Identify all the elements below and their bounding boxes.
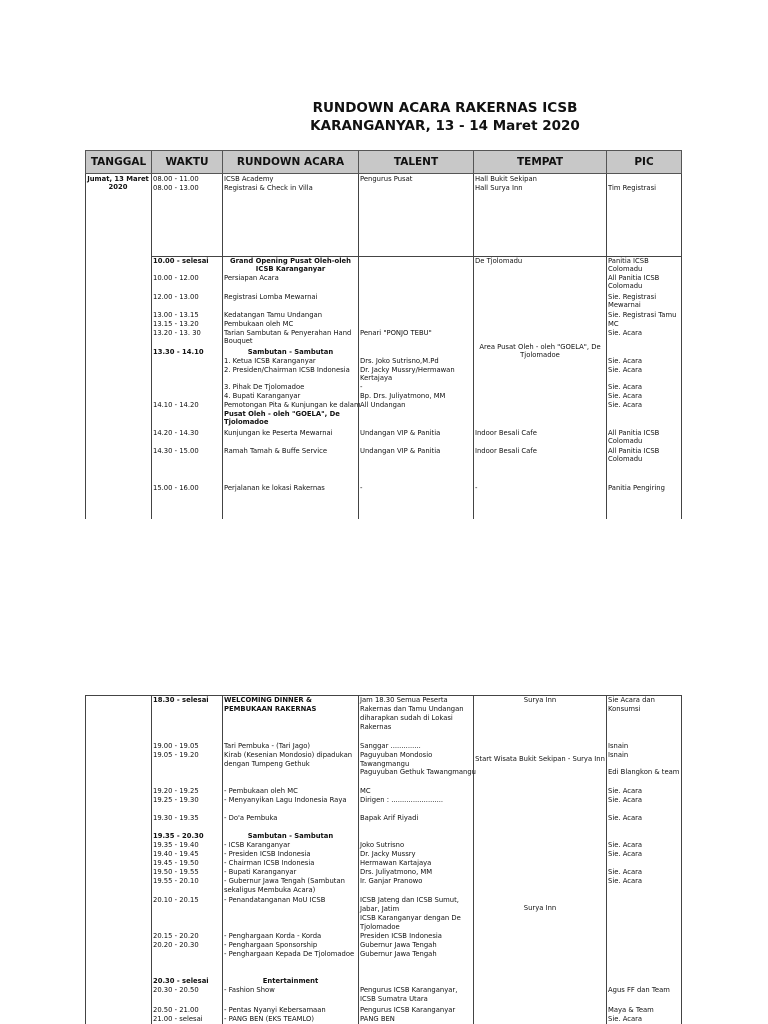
talent-cell: Bapak Arif Riyadi <box>360 814 419 822</box>
talent-cell: Rakernas dan Tamu Undangan <box>360 705 464 713</box>
time-cell: 20.50 - 21.00 <box>153 1006 199 1014</box>
time-cell: 10.00 - 12.00 <box>153 274 199 282</box>
talent-cell: Undangan VIP & Panitia <box>360 447 441 455</box>
pic-cell: All Panitia ICSB Colomadu <box>608 429 660 446</box>
time-cell: 19.30 - 19.35 <box>153 814 199 822</box>
event-cell: Registrasi Lomba Mewarnai <box>224 293 318 301</box>
event-cell: Sambutan - Sambutan <box>247 348 334 356</box>
header-waktu: WAKTU <box>152 151 223 173</box>
time-cell: 13.00 - 13.15 <box>153 311 199 319</box>
talent-cell: Rakernas <box>360 723 392 731</box>
pic-cell: All Panitia ICSB Colomadu <box>608 274 660 291</box>
pic-cell: Sie. Acara <box>608 1015 643 1023</box>
talent-cell: ICSB Karanganyar dengan De <box>360 914 461 922</box>
time-cell: 19.35 - 20.30 <box>153 832 204 840</box>
document-title <box>230 99 660 135</box>
talent-cell: Dr. Jacky Mussry <box>360 850 416 858</box>
talent-cell: Hermawan Kartajaya <box>360 859 432 867</box>
venue-cell: Indoor Besali Cafe <box>475 429 537 437</box>
event-cell: dengan Tumpeng Gethuk <box>224 760 310 768</box>
pic-cell: Sie. Acara <box>608 814 643 822</box>
time-cell: 14.10 - 14.20 <box>153 401 199 409</box>
event-cell: - Penghargaan Korda - Korda <box>224 932 322 940</box>
header-tempat: TEMPAT <box>474 151 607 173</box>
talent-cell: Penari "PONJO TEBU" <box>360 329 432 337</box>
pic-cell: Konsumsi <box>608 705 641 713</box>
venue-cell: Area Pusat Oleh - oleh "GOELA", De Tjolomadoe <box>479 343 601 360</box>
event-cell: 4. Bupati Karanganyar <box>224 392 301 400</box>
talent-cell: Sanggar .............. <box>360 742 421 750</box>
venue-cell: De Tjolomadu <box>475 257 523 265</box>
event-cell: - Presiden ICSB Indonesia <box>224 850 311 858</box>
talent-cell: - <box>360 383 363 391</box>
header-pic: PIC <box>634 156 654 168</box>
grid-line <box>473 174 474 519</box>
pic-cell: Tim Registrasi <box>608 184 657 192</box>
event-cell: Kunjungan ke Peserta Mewarnai <box>224 429 333 437</box>
header-rundown-acara: RUNDOWN ACARA <box>223 151 359 173</box>
event-cell: Entertainment <box>262 977 319 985</box>
talent-cell: Pengurus ICSB Karanganyar, <box>360 986 458 994</box>
event-cell: - PANG BEN (EKS TEAMLO) <box>224 1015 315 1023</box>
talent-cell: Joko Sutrisno <box>360 841 405 849</box>
talent-cell: diharapkan sudah di Lokasi <box>360 714 453 722</box>
event-cell: - ICSB Karanganyar <box>224 841 291 849</box>
pic-cell: Sie. Acara <box>608 366 643 374</box>
time-cell: 19.55 - 20.10 <box>153 877 199 885</box>
event-cell: 3. Pihak De Tjolomadoe <box>224 383 305 391</box>
talent-cell: MC <box>360 787 371 795</box>
pic-cell: All Panitia ICSB Colomadu <box>608 447 660 464</box>
pic-cell: Isnain <box>608 742 629 750</box>
pic-cell: Panitia ICSB Colomadu <box>608 257 649 274</box>
event-cell: - Pembukaan oleh MC <box>224 787 298 795</box>
grid-line <box>606 695 607 1024</box>
table-header <box>85 150 682 174</box>
time-cell: 12.00 - 13.00 <box>153 293 199 301</box>
pic-cell: Isnain <box>608 751 629 759</box>
event-cell: ICSB Academy <box>224 175 274 183</box>
event-cell: PEMBUKAAN RAKERNAS <box>224 705 317 713</box>
grid-line <box>358 695 359 1024</box>
event-cell: - Gubernur Jawa Tengah (Sambutan <box>224 877 345 885</box>
talent-cell: Dr. Jacky Mussry/Hermawan Kertajaya <box>360 366 455 383</box>
event-cell: - Penandatanganan MoU ICSB <box>224 896 326 904</box>
time-cell: 21.00 - selesai <box>153 1015 203 1023</box>
title-line-2: KARANGANYAR, 13 - 14 Maret 2020 <box>310 118 580 134</box>
talent-cell: ICSB Jateng dan ICSB Sumut, <box>360 896 459 904</box>
time-cell: 20.30 - 20.50 <box>153 986 199 994</box>
grid-line <box>606 174 607 519</box>
talent-cell: Tjolomadoe <box>360 923 400 931</box>
venue-cell: Start Wisata Bukit Sekipan - Surya Inn <box>475 755 605 763</box>
event-cell: Tari Pembuka - (Tari Jago) <box>224 742 311 750</box>
venue-cell: Surya Inn <box>523 904 557 912</box>
pic-cell: Maya & Team <box>608 1006 654 1014</box>
talent-cell: ICSB Sumatra Utara <box>360 995 428 1003</box>
pic-cell: Sie. Registrasi Tamu <box>608 311 677 319</box>
time-cell: 13.15 - 13.20 <box>153 320 199 328</box>
talent-cell: Tawangmangu <box>360 760 410 768</box>
time-cell: 19.35 - 19.40 <box>153 841 199 849</box>
talent-cell: Paguyuban Gethuk Tawangmangu <box>360 768 476 776</box>
grid-line <box>151 174 152 519</box>
event-cell: Sambutan - Sambutan <box>247 832 334 840</box>
time-cell: 10.00 - selesai <box>153 257 209 265</box>
pic-cell: Sie. Acara <box>608 787 643 795</box>
event-cell: - Menyanyikan Lagu Indonesia Raya <box>224 796 347 804</box>
event-cell: - Fashion Show <box>224 986 275 994</box>
event-cell: - Chairman ICSB Indonesia <box>224 859 315 867</box>
event-cell: Perjalanan ke lokasi Rakernas <box>224 484 325 492</box>
venue-cell: Hall Bukit Sekipan <box>475 175 537 183</box>
time-cell: 19.05 - 19.20 <box>153 751 199 759</box>
time-cell: 19.45 - 19.50 <box>153 859 199 867</box>
event-cell: sekaligus Membuka Acara) <box>224 886 316 894</box>
grid-line <box>681 695 682 1024</box>
event-cell: Tarian Sambutan & Penyerahan Hand Bouquet <box>224 329 352 346</box>
grid-line <box>85 695 86 1024</box>
talent-cell: All Undangan <box>360 401 406 409</box>
event-cell: Registrasi & Check in Villa <box>224 184 313 192</box>
event-cell: Kedatangan Tamu Undangan <box>224 311 323 319</box>
talent-cell: Paguyuban Mondosio <box>360 751 433 759</box>
pic-cell: Sie. Acara <box>608 329 643 337</box>
event-cell: Grand Opening Pusat Oleh-oleh ICSB Karanganyar <box>230 257 351 274</box>
grid-line <box>151 695 152 1024</box>
venue-cell: - <box>475 484 478 492</box>
talent-cell: Dirigen : ........................ <box>360 796 444 804</box>
event-cell: WELCOMING DINNER & <box>224 696 312 704</box>
grid-line <box>222 174 223 519</box>
title-line-1: RUNDOWN ACARA RAKERNAS ICSB <box>312 100 578 116</box>
event-cell: Pembukaan oleh MC <box>224 320 294 328</box>
talent-cell: Gubernur Jawa Tengah <box>360 950 437 958</box>
event-cell: 2. Presiden/Chairman ICSB Indonesia <box>224 366 350 374</box>
pic-cell: Sie. Acara <box>608 357 643 365</box>
talent-cell: PANG BEN <box>360 1015 395 1023</box>
event-cell: - Do'a Pembuka <box>224 814 278 822</box>
event-cell: Ramah Tamah & Buffe Service <box>224 447 328 455</box>
time-cell: 14.20 - 14.30 <box>153 429 199 437</box>
talent-cell: Pengurus Pusat <box>360 175 413 183</box>
pic-cell: Sie. Acara <box>608 877 643 885</box>
pic-cell: Sie. Acara <box>608 383 643 391</box>
pic-cell: Sie. Acara <box>608 841 643 849</box>
time-cell: 08.00 - 11.00 <box>153 175 199 183</box>
event-cell: Pemotongan Pita & Kunjungan ke dalam <box>224 401 361 409</box>
pic-cell: Sie. Acara <box>608 796 643 804</box>
venue-cell: Indoor Besali Cafe <box>475 447 537 455</box>
venue-cell: Surya Inn <box>523 696 557 704</box>
pic-cell: Sie. Acara <box>608 392 643 400</box>
talent-cell: Presiden ICSB Indonesia <box>360 932 442 940</box>
time-cell: 20.10 - 20.15 <box>153 896 199 904</box>
grid-line <box>85 174 86 519</box>
pic-cell: Panitia Pengiring <box>608 484 665 492</box>
pic-cell: Edi Blangkon & team <box>608 768 680 776</box>
time-cell: 14.30 - 15.00 <box>153 447 199 455</box>
time-cell: 13.20 - 13. 30 <box>153 329 201 337</box>
talent-cell: Gubernur Jawa Tengah <box>360 941 437 949</box>
grid-line <box>473 695 474 1024</box>
time-cell: 19.40 - 19.45 <box>153 850 199 858</box>
pic-cell: Sie Acara dan <box>608 696 655 704</box>
talent-cell: Jabar, Jatim <box>360 905 400 913</box>
pic-cell: Sie. Acara <box>608 850 643 858</box>
header-talent: TALENT <box>359 151 474 173</box>
event-cell: - Bupati Karanganyar <box>224 868 297 876</box>
time-cell: 19.25 - 19.30 <box>153 796 199 804</box>
talent-cell: Drs. Juliyatmono, MM <box>360 868 433 876</box>
talent-cell: Undangan VIP & Panitia <box>360 429 441 437</box>
pic-cell: Sie. Acara <box>608 868 643 876</box>
talent-cell: Ir. Ganjar Pranowo <box>360 877 423 885</box>
grid-line <box>681 174 682 519</box>
pic-cell: Agus FF dan Team <box>608 986 670 994</box>
talent-cell: Jam 18.30 Semua Peserta <box>360 696 448 704</box>
pic-cell: Sie. Acara <box>608 401 643 409</box>
event-cell: Pusat Oleh - oleh "GOELA", De Tjolomadoe <box>224 410 340 427</box>
talent-cell: - <box>360 484 363 492</box>
time-cell: 19.50 - 19.55 <box>153 868 199 876</box>
grid-line <box>222 695 223 1024</box>
talent-cell: Pengurus ICSB Karanganyar <box>360 1006 456 1014</box>
event-cell: - Penghargaan Sponsorship <box>224 941 318 949</box>
date-cell: Jumat, 13 Maret 2020 <box>87 175 149 192</box>
event-cell: - Penghargaan Kepada De Tjolomadoe <box>224 950 355 958</box>
grid-line <box>358 174 359 519</box>
time-cell: 20.20 - 20.30 <box>153 941 199 949</box>
venue-cell: Hall Surya Inn <box>475 184 523 192</box>
time-cell: 19.20 - 19.25 <box>153 787 199 795</box>
event-cell: - Pentas Nyanyi Kebersamaan <box>224 1006 326 1014</box>
header-tanggal: TANGGAL <box>86 151 152 173</box>
event-cell: Kirab (Kesenian Mondosio) dipadukan <box>224 751 353 759</box>
time-cell: 08.00 - 13.00 <box>153 184 199 192</box>
time-cell: 20.30 - selesai <box>153 977 209 985</box>
time-cell: 15.00 - 16.00 <box>153 484 199 492</box>
time-cell: 18.30 - selesai <box>153 696 209 704</box>
time-cell: 13.30 - 14.10 <box>153 348 204 356</box>
pic-cell: MC <box>608 320 619 328</box>
pic-cell: Sie. Registrasi Mewarnai <box>608 293 657 310</box>
talent-cell: Bp. Drs. Juliyatmono, MM <box>360 392 446 400</box>
talent-cell: Drs. Joko Sutrisno,M.Pd <box>360 357 439 365</box>
time-cell: 19.00 - 19.05 <box>153 742 199 750</box>
event-cell: 1. Ketua ICSB Karanganyar <box>224 357 316 365</box>
event-cell: Persiapan Acara <box>224 274 279 282</box>
time-cell: 20.15 - 20.20 <box>153 932 199 940</box>
